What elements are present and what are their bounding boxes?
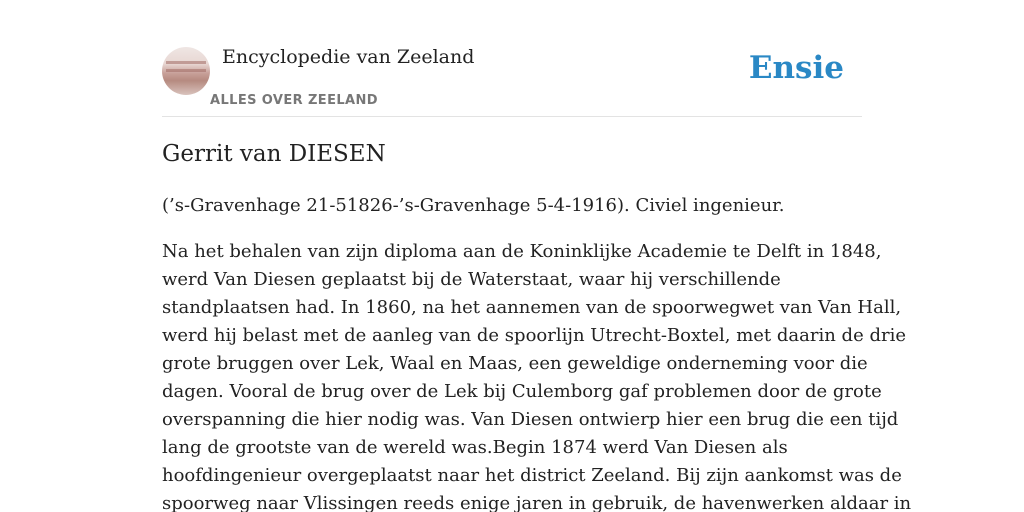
article-intro: (’s-Gravenhage 21-51826-’s-Gravenhage 5-4-1916). Civiel ingenieur. xyxy=(162,195,785,216)
avatar-decoration xyxy=(166,61,206,64)
article-body-line: hoofdingenieur overgeplaatst naar het district Zeeland. Bij zijn aankomst was de xyxy=(162,465,902,486)
article-body-line: lang de grootste van de wereld was.Begin 1874 werd Van Diesen als xyxy=(162,437,788,458)
article xyxy=(162,138,912,512)
article-body-line: standplaatsen had. In 1860, na het aannemen van de spoorwegwet van Van Hall, xyxy=(162,297,902,318)
site-avatar[interactable] xyxy=(162,47,210,95)
site-header xyxy=(162,44,862,117)
article-body-line: spoorweg naar Vlissingen reeds enige jaren in gebruik, de havenwerken aldaar in xyxy=(162,493,912,512)
article-body-line: werd Van Diesen geplaatst bij de Waterstaat, waar hij verschillende xyxy=(162,269,781,290)
article-title: Gerrit van DIESEN xyxy=(162,141,386,167)
avatar-decoration xyxy=(166,69,206,72)
article-body-line: dagen. Vooral de brug over de Lek bij Culemborg gaf problemen door de grote xyxy=(162,381,882,402)
ensie-logo[interactable]: Ensie xyxy=(748,50,844,86)
site-title[interactable]: Encyclopedie van Zeeland xyxy=(222,46,475,68)
article-body xyxy=(162,238,912,512)
article-body-line: grote bruggen over Lek, Waal en Maas, een geweldige onderneming voor die xyxy=(162,353,868,374)
article-body-line: overspanning die hier nodig was. Van Diesen ontwierp hier een brug die een tijd xyxy=(162,409,899,430)
article-body-line: werd hij belast met de aanleg van de spoorlijn Utrecht-Boxtel, met daarin de drie xyxy=(162,325,906,346)
article-body-line: Na het behalen van zijn diploma aan de Koninklijke Academie te Delft in 1848, xyxy=(162,241,882,262)
site-tagline: ALLES OVER ZEELAND xyxy=(210,93,378,108)
